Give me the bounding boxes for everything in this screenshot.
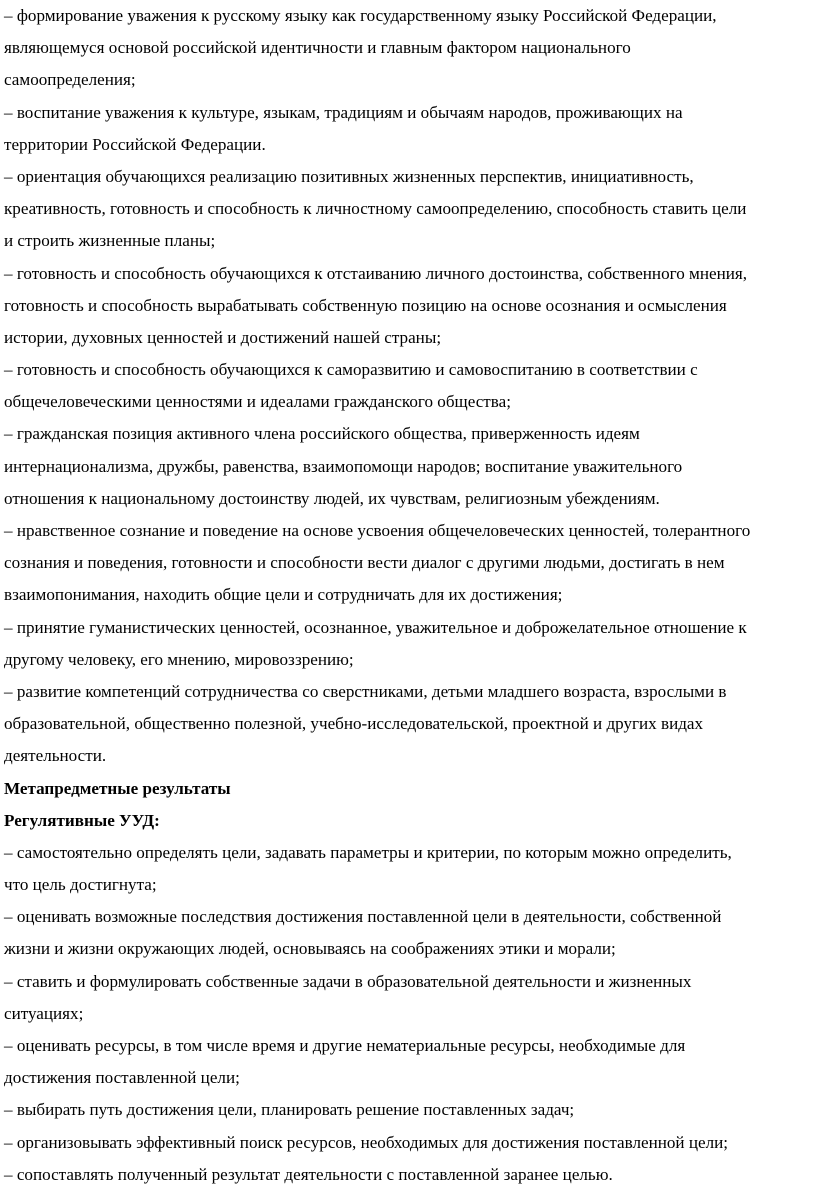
text-line: что цель достигнута; [4, 875, 157, 895]
text-line: взаимопонимания, находить общие цели и сотрудничать для их достижения; [4, 585, 563, 605]
text-line: сознания и поведения, готовности и способности вести диалог с другими людьми, достигать в нем [4, 553, 725, 573]
text-line: территории Российской Федерации. [4, 134, 266, 154]
text-line: – гражданская позиция активного члена российского общества, приверженность идеям [4, 424, 640, 444]
text-line: и строить жизненные планы; [4, 231, 216, 251]
text-line: – воспитание уважения к культуре, языкам, традициям и обычаям народов, проживающих на [4, 102, 683, 122]
text-line: – принятие гуманистических ценностей, осознанное, уважительное и доброжелательное отношение к [4, 617, 747, 637]
text-line: – выбирать путь достижения цели, планировать решение поставленных задач; [4, 1100, 575, 1120]
section-heading: Метапредметные результаты [4, 778, 231, 798]
text-line: – самостоятельно определять цели, задавать параметры и критерии, по которым можно определить, [4, 842, 732, 862]
text-line: креативность, готовность и способность к личностному самоопределению, способность ставить цели [4, 199, 747, 219]
text-line: интернационализма, дружбы, равенства, взаимопомощи народов; воспитание уважительного [4, 456, 683, 476]
text-line: самоопределения; [4, 70, 136, 90]
text-line: – оценивать ресурсы, в том числе время и другие нематериальные ресурсы, необходимые для [4, 1036, 686, 1055]
text-line: – нравственное сознание и поведение на основе усвоения общечеловеческих ценностей, толерантного [4, 521, 751, 540]
text-line: – развитие компетенций сотрудничества со сверстниками, детьми младшего возраста, взрослыми в [4, 681, 727, 701]
text-line: истории, духовных ценностей и достижений нашей страны; [4, 327, 442, 347]
text-line: общечеловеческими ценностями и идеалами гражданского общества; [4, 392, 511, 412]
text-line: – формирование уважения к русскому языку как государственному языку Российской Федерации, [4, 6, 717, 25]
text-line: – готовность и способность обучающихся к саморазвитию и самовоспитанию в соответствии с [4, 360, 698, 380]
text-line: жизни и жизни окружающих людей, основываясь на соображениях этики и морали; [4, 939, 616, 959]
text-line: образовательной, общественно полезной, учебно-исследовательской, проектной и других видах [4, 714, 704, 734]
text-line: – готовность и способность обучающихся к отстаиванию личного достоинства, собственного мнения, [4, 263, 748, 283]
text-line: деятельности. [4, 746, 107, 766]
text-line: являющемуся основой российской идентичности и главным фактором национального [4, 38, 631, 58]
text-line: отношения к национальному достоинству людей, их чувствам, религиозным убеждениям. [4, 488, 660, 508]
text-line: ситуациях; [4, 1003, 84, 1023]
text-line: – ставить и формулировать собственные задачи в образовательной деятельности и жизненных [4, 971, 692, 991]
text-line: достижения поставленной цели; [4, 1068, 240, 1088]
text-line: готовность и способность вырабатывать собственную позицию на основе осознания и осмысления [4, 295, 727, 315]
text-line: – ориентация обучающихся реализацию позитивных жизненных перспектив, инициативность, [4, 166, 694, 186]
text-line: – оценивать возможные последствия достижения поставленной цели в деятельности, собственной [4, 907, 722, 927]
text-line: другому человеку, его мнению, мировоззрению; [4, 649, 354, 669]
text-line: – организовывать эффективный поиск ресурсов, необходимых для достижения поставленной цели; [4, 1132, 729, 1152]
text-line: – сопоставлять полученный результат деятельности с поставленной заранее целью. [4, 1164, 613, 1184]
section-heading: Регулятивные УУД: [4, 810, 160, 830]
